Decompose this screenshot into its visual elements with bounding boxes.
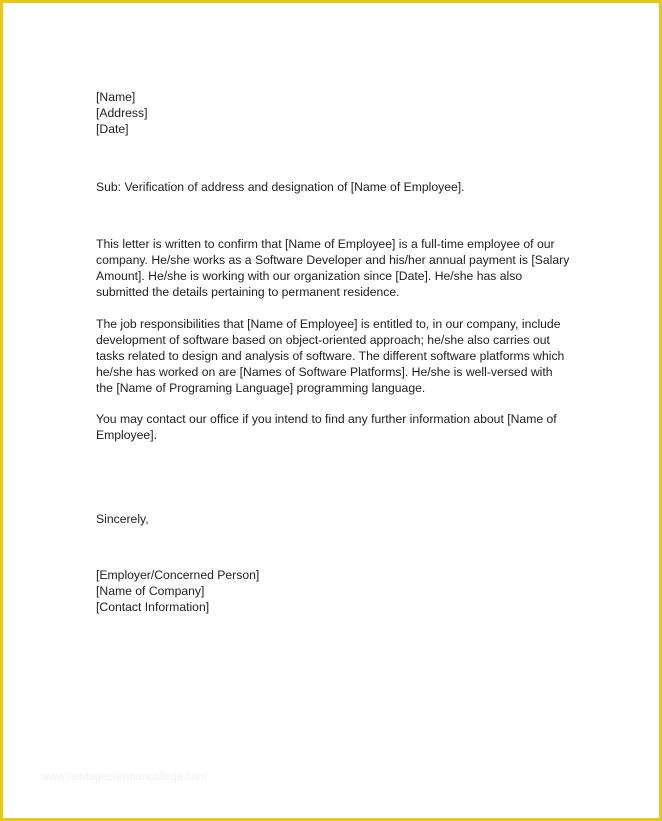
paragraph-confirmation: [96, 236, 570, 300]
paragraph-line: tasks related to design and analysis of software. The different software platforms which: [96, 349, 565, 363]
paragraph-line: Employee].: [96, 428, 157, 442]
signature-company: [Name of Company]: [96, 584, 205, 598]
sender-name: [Name]: [96, 90, 136, 104]
paragraph-line: he/she has worked on are [Names of Software Platforms]. He/she is well-versed with: [96, 365, 553, 379]
sender-address: [Address]: [96, 106, 148, 120]
paragraph-line: development of software based on object-oriented approach; he/she also carries out: [96, 333, 550, 347]
paragraph-line: company. He/she works as a Software Developer and his/her annual payment is [Salary: [96, 253, 570, 267]
paragraph-line: This letter is written to confirm that [Name of Employee] is a full-time employee of our: [96, 237, 555, 251]
paragraph-line: the [Name of Programing Language] programming language.: [96, 381, 426, 395]
letter-date: [Date]: [96, 122, 129, 136]
paragraph-contact: [96, 411, 566, 443]
paragraph-line: Amount]. He/she is working with our organization since [Date]. He/she has also: [96, 269, 523, 283]
signature-person: [Employer/Concerned Person]: [96, 568, 260, 582]
paragraph-responsibilities: [96, 316, 566, 396]
closing-text: Sincerely,: [96, 512, 149, 526]
signature-block: [96, 567, 259, 615]
closing-block: [96, 511, 149, 527]
subject-text: Sub: Verification of address and designation of [Name of Employee].: [96, 180, 465, 194]
paragraph-line: You may contact our office if you intend to find any further information about [Name of: [96, 412, 557, 426]
signature-contact: [Contact Information]: [96, 600, 210, 614]
paragraph-line: The job responsibilities that [Name of Employee] is entitled to, in our company, include: [96, 317, 561, 331]
sender-block: [96, 89, 566, 137]
paragraph-line: submitted the details pertaining to permanent residence.: [96, 285, 400, 299]
subject-line: [96, 179, 465, 195]
watermark: www.heritagechristiancollege.com: [41, 771, 207, 783]
